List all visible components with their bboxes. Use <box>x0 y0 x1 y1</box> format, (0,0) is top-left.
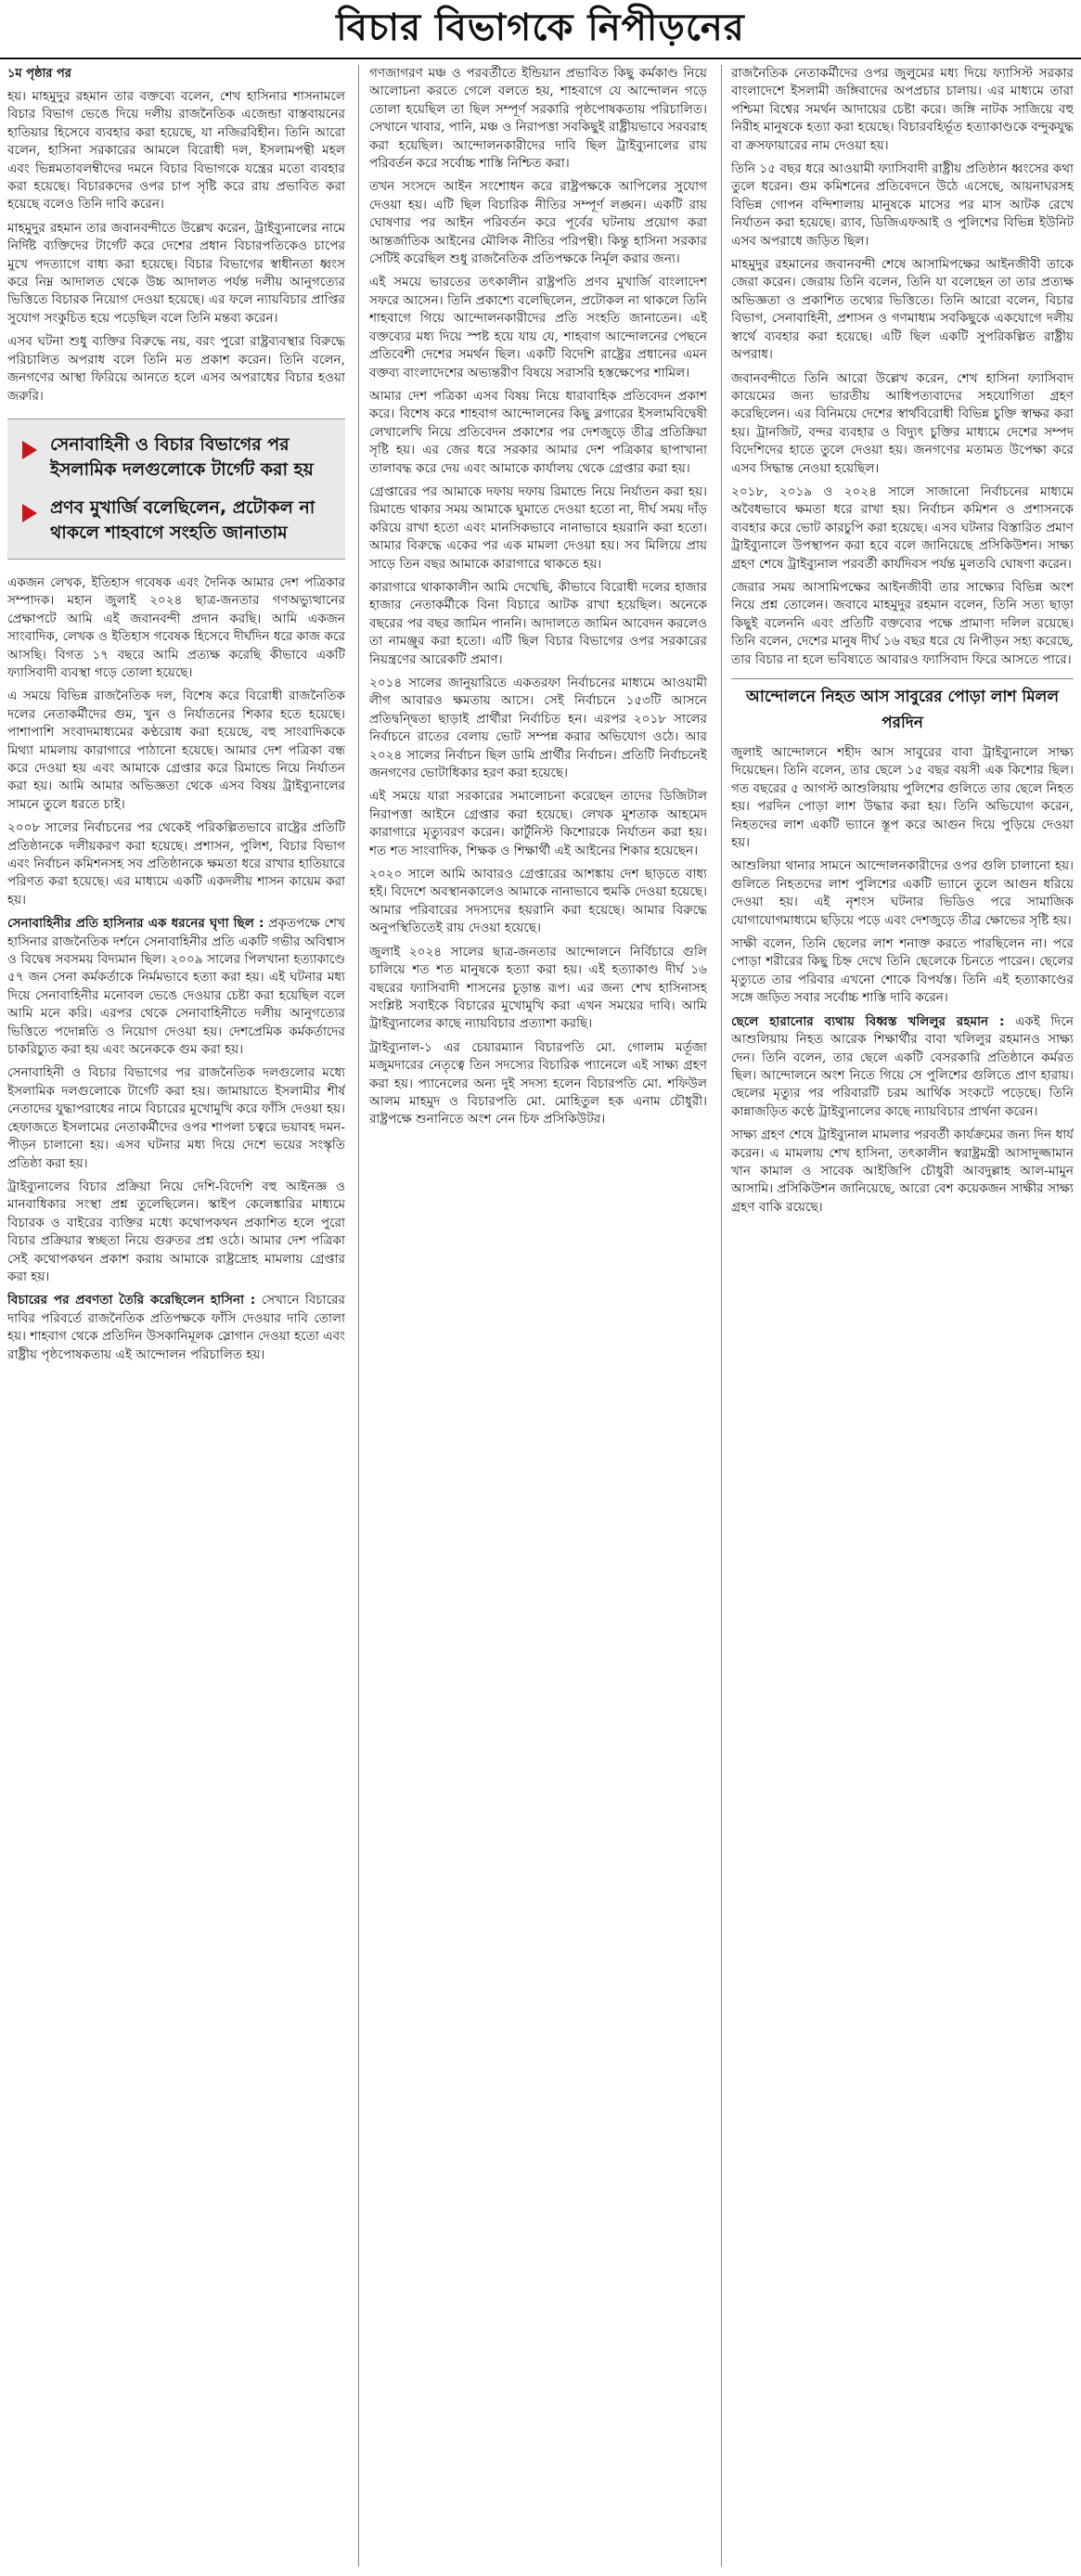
article-paragraph: সেনাবাহিনী ও বিচার বিভাগের পর রাজনৈতিক দলগুলোর মধ্যে ইসলামিক দলগুলোকে টার্গেট করা হয়। জামায়াতে ইসলামীর শীর্ষ নেতাদের যুদ্ধাপরাধের নামে বিচারের মুখোমুখি করে ফাঁসি দেওয়া হয়। হেফাজতে ইসলামের নেতাকর্মীদের ওপর শাপলা চত্বরে ভয়াবহ দমন-পীড়ন চালানো হয়। এসব ঘটনার মধ্য দিয়ে দেশে ভয়ের সংস্কৃতি প্রতিষ্ঠা করা হয়। <box>7 1065 345 1171</box>
article-paragraph: কারাগারে থাকাকালীন আমি দেখেছি, কীভাবে বিরোধী দলের হাজার হাজার নেতাকর্মীকে বিনা বিচারে আটক রাখা হয়েছিল। অনেকে বছরের পর বছর জামিন পাননি। আদালতে জামিন আবেদন করলেও তা নামঞ্জুর করা হতো। এটি ছিল বিচার বিভাগের ওপর সরকারের নিয়ন্ত্রণের আরেকটি প্রমাণ। <box>369 579 707 667</box>
pull-quote-text: প্রণব মুখার্জি বলেছিলেন, প্রটোকল না থাকলে শাহবাগে সংহতি জানাতাম <box>50 496 315 543</box>
column-1 <box>7 65 345 2567</box>
article-paragraph <box>7 1292 345 1364</box>
article-paragraph: জেরার সময় আসামিপক্ষের আইনজীবী তার সাক্ষ্যের বিভিন্ন অংশ নিয়ে প্রশ্ন তোলেন। জবাবে মাহমুদুর রহমান বলেন, তিনি সত্য ছাড়া কিছুই বলেননি এবং প্রতিটি বক্তব্যের পক্ষে প্রামাণ্য দলিল রয়েছে। তিনি বলেন, দেশের মানুষ দীর্ঘ ১৬ বছর ধরে যে নিপীড়ন সহ্য করেছে, তার বিচার না হলে ভবিষ্যতে আবারও ফ্যাসিবাদ ফিরে আসতে পারে। <box>731 579 1074 667</box>
article-paragraph: সাক্ষ্য গ্রহণ শেষে ট্রাইব্যুনাল মামলার পরবর্তী কার্যক্রমের জন্য দিন ধার্য করেন। এ মামলায় শেখ হাসিনা, তৎকালীন স্বরাষ্ট্রমন্ত্রী আসাদুজ্জামান খান কামাল ও সাবেক আইজিপি চৌধুরী আবদুল্লাহ আল-মামুন আসামি। প্রসিকিউশন জানিয়েছে, আরো বেশ কয়েকজন সাক্ষীর সাক্ষ্য গ্রহণ বাকি রয়েছে। <box>731 1127 1074 1215</box>
article-paragraph: তখন সংসদে আইন সংশোধন করে রাষ্ট্রপক্ষকে আপিলের সুযোগ দেওয়া হয়। এটি ছিল বিচারিক নীতির সম্পূর্ণ লঙ্ঘন। একটি রায় ঘোষণার পর আইন পরিবর্তন করে পূর্বের ঘটনায় প্রয়োগ করা আন্তর্জাতিক আইনের মৌলিক নীতির পরিপন্থী। কিন্তু হাসিনা সরকার সেটিই করেছিল শুধু রাজনৈতিক প্রতিপক্ষকে নির্মূল করার জন্য। <box>369 179 707 267</box>
article-paragraph <box>731 1013 1074 1121</box>
column-divider <box>358 65 359 2567</box>
secondary-headline: আন্দোলনে নিহত আস সাবুরের পোড়া লাশ মিলল পরদিন <box>731 678 1074 737</box>
article-paragraph: রাজনৈতিক নেতাকর্মীদের ওপর জুলুমের মধ্য দিয়ে ফ্যাসিস্ট সরকার বাংলাদেশে ইসলামী জঙ্গিবাদের অপপ্রচার চালায়। এর মাধ্যমে তারা পশ্চিমা বিশ্বের সমর্থন আদায়ের চেষ্টা করে। জঙ্গি নাটক সাজিয়ে বহু নিরীহ মানুষকে হত্যা করা হয়েছে। বিচারবহির্ভূত হত্যাকাণ্ডকে বন্দুকযুদ্ধ বা ক্রসফায়ারের নাম দেওয়া হয়। <box>731 66 1074 153</box>
run-in-subhead: বিচারের পর প্রবণতা তৈরি করেছিলেন হাসিনা : <box>7 1293 256 1308</box>
article-paragraph: জুলাই আন্দোলনে শহীদ আস সাবুরের বাবা ট্রাইব্যুনালে সাক্ষ্য দিয়েছেন। তিনি বলেন, তার ছেলে ১৫ বছর বয়সী এক কিশোর ছিল। গত বছরের ৫ আগস্ট আশুলিয়ায় পুলিশের গুলিতে তার ছেলে নিহত হয়। পরদিন পোড়া লাশ উদ্ধার করা হয়। তিনি অভিযোগ করেন, নিহতদের লাশ একটি ভ্যানে স্তূপ করে আগুন দিয়ে পুড়িয়ে দেওয়া হয়। <box>731 745 1074 851</box>
article-paragraph: গণজাগরণ মঞ্চ ও পরবর্তীতে ইন্ডিয়ান প্রভাবিত কিছু কর্মকাণ্ড নিয়ে আলোচনা করতে গেলে বলতে হয়, শাহবাগে যে আন্দোলন গড়ে তোলা হয়েছিল তা ছিল সম্পূর্ণ সরকারি পৃষ্ঠপোষকতায় পরিচালিত। সেখানে খাবার, পানি, মঞ্চ ও নিরাপত্তা সবকিছুই রাষ্ট্রীয়ভাবে সরবরাহ করা হয়েছিল। আন্দোলনকারীদের দাবি ছিল ট্রাইব্যুনালের রায় পরিবর্তন করে সর্বোচ্চ শাস্তি নিশ্চিত করা। <box>369 66 707 172</box>
article-paragraph: এ সময়ে বিভিন্ন রাজনৈতিক দল, বিশেষ করে বিরোধী রাজনৈতিক দলের নেতাকর্মীদের গুম, খুন ও নির্যাতনের শিকার হতে হয়েছে। পাশাপাশি সংবাদমাধ্যমের কণ্ঠরোধ করা হয়েছে, বহু সাংবাদিককে মিথ্যা মামলায় কারাগারে পাঠানো হয়েছে। আমার দেশ পত্রিকা বন্ধ করে দেওয়া হয় এবং আমাকে গ্রেপ্তার করে রিমান্ডে নিয়ে নির্যাতন করা হয়। আমি আমার অভিজ্ঞতা থেকে এসব বিষয় ট্রাইব্যুনালের সামনে তুলে ধরতে চাই। <box>7 689 345 812</box>
article-paragraph: এসব ঘটনা শুধু ব্যক্তির বিরুদ্ধে নয়, বরং পুরো রাষ্ট্রব্যবস্থার বিরুদ্ধে পরিচালিত অপরাধ বলে তিনি মত প্রকাশ করেন। তিনি বলেন, জনগণের আস্থা ফিরিয়ে আনতে হলে এসব অপরাধের বিচার হওয়া জরুরি। <box>7 334 345 404</box>
article-paragraph: ট্রাইব্যুনাল-১ এর চেয়ারম্যান বিচারপতি মো. গোলাম মর্তূজা মজুমদারের নেতৃত্বে তিন সদস্যের বিচারিক প্যানেলে এই সাক্ষ্য গ্রহণ করা হয়। প্যানেলের অন্য দুই সদস্য হলেন বিচারপতি মো. শফিউল আলম মাহমুদ ও বিচারপতি মো. মোহিতুল হক এনাম চৌধুরী। রাষ্ট্রপক্ষে শুনানিতে অংশ নেন চিফ প্রসিকিউটর। <box>369 1039 707 1127</box>
article-paragraph: জুলাই ২০২৪ সালের ছাত্র-জনতার আন্দোলনে নির্বিচারে গুলি চালিয়ে শত শত মানুষকে হত্যা করা হয়। এই হত্যাকাণ্ড দীর্ঘ ১৬ বছরের ফ্যাসিবাদী শাসনের চূড়ান্ত রূপ। এর জন্য শেখ হাসিনাসহ সংশ্লিষ্ট সবাইকে বিচারের মুখোমুখি করা এখন সময়ের দাবি। আমি ট্রাইব্যুনালের কাছে ন্যায়বিচার প্রত্যাশা করছি। <box>369 944 707 1032</box>
run-in-subhead: ছেলে হারানোর ব্যথায় বিধ্বস্ত খলিলুর রহমান : <box>731 1013 1005 1029</box>
continued-from-label: ১ম পৃষ্ঠার পর <box>7 67 71 81</box>
article-paragraph: গ্রেপ্তারের পর আমাকে দফায় দফায় রিমান্ডে নিয়ে নির্যাতন করা হয়। রিমান্ডে থাকার সময় আমাকে ঘুমাতে দেওয়া হতো না, দীর্ঘ সময় দাঁড় করিয়ে রাখা হতো এবং মানসিকভাবে নানাভাবে হয়রানি করা হতো। আমার বিরুদ্ধে একের পর এক মামলা দেওয়া হয়। সব মিলিয়ে প্রায় সাড়ে তিন বছর আমাকে কারাগারে থাকতে হয়। <box>369 483 707 572</box>
page-headline: বিচার বিভাগকে নিপীড়নের <box>336 6 745 49</box>
column-divider <box>721 65 722 2567</box>
article-paragraph: ২০০৮ সালের নির্বাচনের পর থেকেই পরিকল্পিতভাবে রাষ্ট্রের প্রতিটি প্রতিষ্ঠানকে দলীয়করণ করা হয়েছে। প্রশাসন, পুলিশ, বিচার বিভাগ এবং নির্বাচন কমিশনসহ সব প্রতিষ্ঠানকে ক্ষমতা ধরে রাখার হাতিয়ারে পরিণত করা হয়েছে। এর মাধ্যমে একটি একদলীয় শাসন কায়েম করা হয়। <box>7 820 345 908</box>
pull-quote-text: সেনাবাহিনী ও বিচার বিভাগের পর ইসলামিক দলগুলোকে টার্গেট করা হয় <box>50 433 314 480</box>
paragraph-body: একই দিনে আশুলিয়ায় নিহত আরেক শিক্ষার্থীর বাবা খলিলুর রহমানও সাক্ষ্য দেন। তিনি বলেন, তার ছেলে একটি বেসরকারি প্রতিষ্ঠানে কর্মরত ছিল। আন্দোলনে অংশ নিতে গিয়ে সে পুলিশের গুলিতে প্রাণ হারায়। ছেলের মৃত্যুর পর পরিবারটি চরম আর্থিক সংকটে পড়েছে। তিনি কান্নাজড়িত কণ্ঠে ট্রাইব্যুনালের কাছে ন্যায়বিচার প্রার্থনা করেন। <box>731 1013 1074 1119</box>
paragraph-body: প্রকৃতপক্ষে শেখ হাসিনার রাজনৈতিক দর্শনে সেনাবাহিনীর প্রতি একটি গভীর অবিশ্বাস ও বিদ্বেষ সবসময় বিদ্যমান ছিল। ২০০৯ সালের পিলখানা হত্যাকাণ্ডে ৫৭ জন সেনা কর্মকর্তাকে নির্মমভাবে হত্যা করা হয়। এই ঘটনার মধ্য দিয়ে সেনাবাহিনীর মনোবল ভেঙে দেওয়ার চেষ্টা করা হয়েছিল বলে আমি মনে করি। এরপর থেকে সেনাবাহিনীতে দলীয় আনুগত্যের ভিত্তিতে পদোন্নতি ও নিয়োগ দেওয়া হয়। দেশপ্রেমিক কর্মকর্তাদের চাকরিচ্যুত করা হয় এবং অনেককে গুম করা হয়। <box>7 916 345 1058</box>
article-paragraph <box>7 915 345 1059</box>
pull-quote-item <box>19 432 336 483</box>
article-paragraph: একজন লেখক, ইতিহাস গবেষক এবং দৈনিক আমার দেশ পত্রিকার সম্পাদক। মহান জুলাই ২০২৪ ছাত্র-জনতার গণঅভ্যুত্থানের প্রেক্ষাপটে আমি এই জবানবন্দী প্রদান করছি। আমি একজন সাংবাদিক, লেখক ও ইতিহাস গবেষক হিসেবে দীর্ঘদিন ধরে কাজ করে আসছি। বিগত ১৭ বছরে আমি প্রত্যক্ষ করেছি কীভাবে একটি ফ্যাসিবাদী ব্যবস্থা গড়ে তোলা হয়েছে। <box>7 574 345 680</box>
pull-quote-item <box>19 496 336 546</box>
article-paragraph: এই সময়ে ভারতের তৎকালীন রাষ্ট্রপতি প্রণব মুখার্জি বাংলাদেশ সফরে আসেন। তিনি প্রকাশ্যে বলেছিলেন, প্রটোকল না থাকলে তিনি শাহবাগে গিয়ে আন্দোলনকারীদের প্রতি সংহতি জানাতেন। এই বক্তব্যের মধ্য দিয়ে স্পষ্ট হয়ে যায় যে, শাহবাগ আন্দোলনের পেছনে প্রতিবেশী দেশের সমর্থন ছিল। একটি বিদেশি রাষ্ট্রের প্রধানের এমন বক্তব্য বাংলাদেশের অভ্যন্তরীণ বিষয়ে সরাসরি হস্তক্ষেপের শামিল। <box>369 275 707 380</box>
triangle-arrow-icon <box>22 441 37 459</box>
column-3 <box>731 65 1074 2567</box>
article-paragraph: মাহমুদুর রহমানের জবানবন্দী শেষে আসামিপক্ষের আইনজীবী তাকে জেরা করেন। জেরায় তিনি বলেন, তিনি যা বলেছেন তা তার প্রত্যক্ষ অভিজ্ঞতা ও প্রকাশিত তথ্যের ভিত্তিতে। তিনি আরো বলেন, বিচার বিভাগ, সেনাবাহিনী, প্রশাসন ও গণমাধ্যম সবকিছুকে একযোগে দলীয় স্বার্থে ব্যবহার করা হয়েছে। এটি ছিল একটি সুপরিকল্পিত রাষ্ট্রীয় অপরাধ। <box>731 257 1074 363</box>
column-2 <box>369 65 707 2567</box>
paragraph-body: সেখানে বিচারের দাবির পরিবর্তে রাজনৈতিক প্রতিপক্ষকে ফাঁসি দেওয়ার দাবি তোলা হয়। শাহবাগ থেকে প্রতিদিন উসকানিমূলক স্লোগান দেওয়া হতো এবং রাষ্ট্রীয় পৃষ্ঠপোষকতায় এই আন্দোলন পরিচালিত হয়। <box>7 1293 345 1362</box>
article-paragraph: এই সময়ে যারা সরকারের সমালোচনা করেছেন তাদের ডিজিটাল নিরাপত্তা আইনে গ্রেপ্তার করা হয়েছে। লেখক মুশতাক আহমেদ কারাগারে মৃত্যুবরণ করেন। কার্টুনিস্ট কিশোরকে নির্যাতন করা হয়। শত শত সাংবাদিক, শিক্ষক ও শিক্ষার্থী এই আইনের শিকার হয়েছেন। <box>369 789 707 858</box>
article-paragraph: জবানবন্দীতে তিনি আরো উল্লেখ করেন, শেখ হাসিনা ফ্যাসিবাদ কায়েমের জন্য ভারতীয় আধিপত্যবাদের সহযোগিতা গ্রহণ করেছিলেন। এর বিনিময়ে দেশের স্বার্থবিরোধী বিভিন্ন চুক্তি স্বাক্ষর করা হয়। ট্রানজিট, বন্দর ব্যবহার ও বিদ্যুৎ চুক্তির মাধ্যমে দেশের সম্পদ বিদেশিদের হাতে তুলে দেওয়া হয়। জনগণের মতামত উপেক্ষা করে এসব সিদ্ধান্ত নেওয়া হয়েছিল। <box>731 370 1074 476</box>
article-paragraph: ২০২০ সালে আমি আবারও গ্রেপ্তারের আশঙ্কায় দেশ ছাড়তে বাধ্য হই। বিদেশে অবস্থানকালেও আমাকে নানাভাবে হুমকি দেওয়া হয়েছে। আমার পরিবারের সদস্যদের হয়রানি করা হয়েছে। আমার বিরুদ্ধে অনুপস্থিতিতেই রায় দেওয়া হয়েছে। <box>369 867 707 936</box>
article-paragraph: ২০১৪ সালের জানুয়ারিতে একতরফা নির্বাচনের মাধ্যমে আওয়ামী লীগ আবারও ক্ষমতায় আসে। সেই নির্বাচনে ১৫৩টি আসনে প্রতিদ্বন্দ্বিতা ছাড়াই প্রার্থীরা নির্বাচিত হন। এরপর ২০১৮ সালের নির্বাচনে রাতের বেলায় ভোট সম্পন্ন করার অভিযোগ ওঠে। আর ২০২৪ সালের নির্বাচন ছিল ডামি প্রার্থীর নির্বাচন। প্রতিটি নির্বাচনেই জনগণের ভোটাধিকার হরণ করা হয়েছে। <box>369 676 707 781</box>
article-paragraph: তিনি ১৫ বছর ধরে আওয়ামী ফ্যাসিবাদী রাষ্ট্রীয় প্রতিষ্ঠান ধ্বংসের কথা তুলে ধরেন। গুম কমিশনের প্রতিবেদনে উঠে এসেছে, আয়নাঘরসহ বিভিন্ন গোপন বন্দিশালায় মানুষকে মাসের পর মাস আটক রেখে নির্যাতন করা হয়েছে। র‍্যাব, ডিজিএফআই ও পুলিশের বিভিন্ন ইউনিট এসব অপরাধে জড়িত ছিল। <box>731 161 1074 249</box>
headline-bar <box>0 0 1081 59</box>
pull-quote-box <box>7 419 345 560</box>
article-paragraph: ট্রাইব্যুনালের বিচার প্রক্রিয়া নিয়ে দেশি-বিদেশি বহু আইনজ্ঞ ও মানবাধিকার সংস্থা প্রশ্ন তুলেছিলেন। স্কাইপ কেলেঙ্কারির মাধ্যমে বিচারক ও বাইরের ব্যক্তির মধ্যে কথোপকথন প্রকাশিত হলে পুরো বিচার প্রক্রিয়ার স্বচ্ছতা নিয়ে গুরুতর প্রশ্ন ওঠে। আমার দেশ পত্রিকা সেই কথোপকথন প্রকাশ করায় আমাকে রাষ্ট্রদ্রোহ মামলায় গ্রেপ্তার করা হয়। <box>7 1179 345 1284</box>
triangle-arrow-icon <box>22 504 37 522</box>
article-paragraph: ২০১৮, ২০১৯ ও ২০২৪ সালে সাজানো নির্বাচনের মাধ্যমে অবৈধভাবে ক্ষমতা ধরে রাখা হয়। নির্বাচন কমিশন ও প্রশাসনকে ব্যবহার করে ভোট কারচুপি করা হয়েছে। এসব ঘটনার বিস্তারিত প্রমাণ ট্রাইব্যুনালে উপস্থাপন করা হবে বলে জানিয়েছে প্রসিকিউশন। সাক্ষ্য গ্রহণ শেষে ট্রাইব্যুনাল পরবর্তী কার্যদিবস পর্যন্ত মুলতবি ঘোষণা করেন। <box>731 483 1074 572</box>
article-paragraph: হয়। মাহমুদুর রহমান তার বক্তব্যে বলেন, শেখ হাসিনার শাসনামলে বিচার বিভাগ ভেঙে দিয়ে দলীয় রাজনৈতিক এজেন্ডা বাস্তবায়নের হাতিয়ার হিসেবে ব্যবহার করা হয়েছে, যা নজিরবিহীন। তিনি আরো বলেন, হাসিনা সরকারের আমলে বিরোধী দল, ইসলামপন্থী মহল এবং ভিন্নমতাবলম্বীদের দমনে বিচার বিভাগকে যন্ত্রের মতো ব্যবহার করা হয়েছে। বিচারকদের ওপর চাপ সৃষ্টি করে রায় প্রভাবিত করা হয়েছে বলেও তিনি দাবি করেন। <box>7 89 345 213</box>
article-paragraph: সাক্ষী বলেন, তিনি ছেলের লাশ শনাক্ত করতে পারছিলেন না। পরে পোড়া শরীরের কিছু চিহ্ন দেখে তিনি ছেলেকে চিনতে পারেন। ছেলের মৃত্যুতে তার পরিবার এখনো শোকে বিপর্যস্ত। তিনি এই হত্যাকাণ্ডের সঙ্গে জড়িত সবার সর্বোচ্চ শাস্তি দাবি করেন। <box>731 936 1074 1006</box>
run-in-subhead: সেনাবাহিনীর প্রতি হাসিনার এক ধরনের ঘৃণা ছিল : <box>7 916 264 932</box>
article-paragraph: আমার দেশ পত্রিকা এসব বিষয় নিয়ে ধারাবাহিক প্রতিবেদন প্রকাশ করে। বিশেষ করে শাহবাগ আন্দোলনের কিছু ব্লগারের ইসলামবিদ্বেষী লেখালেখি নিয়ে প্রতিবেদন প্রকাশের পর দেশজুড়ে তীব্র প্রতিক্রিয়া সৃষ্টি হয়। এর জের ধরে সরকার আমার দেশ পত্রিকার ছাপাখানা তালাবদ্ধ করে দেয় এবং আমাকে কার্যালয় থেকে গ্রেপ্তার করা হয়। <box>369 388 707 476</box>
article-paragraph: মাহমুদুর রহমান তার জবানবন্দীতে উল্লেখ করেন, ট্রাইব্যুনালের নামে নির্দিষ্ট ব্যক্তিদের টার্গেট করে দেশের প্রধান বিচারপতিকেও চাপের মুখে পদত্যাগে বাধ্য করা হয়েছে। বিচার বিভাগের স্বাধীনতা ধ্বংস করে নিম্ন আদালত থেকে উচ্চ আদালত পর্যন্ত দলীয় আনুগত্যের ভিত্তিতে বিচারক নিয়োগ দেওয়া হয়েছে। এর ফলে ন্যায়বিচার প্রাপ্তির সুযোগ সংকুচিত হয়ে পড়েছিল বলে তিনি মন্তব্য করেন। <box>7 220 345 326</box>
article-paragraph: আশুলিয়া থানার সামনে আন্দোলনকারীদের ওপর গুলি চালানো হয়। গুলিতে নিহতদের লাশ পুলিশের একটি ভ্যানে তুলে আগুন ধরিয়ে দেওয়া হয়। এই নৃশংস ঘটনার ভিডিও পরে সামাজিক যোগাযোগমাধ্যমে ছড়িয়ে পড়ে এবং দেশজুড়ে তীব্র ক্ষোভের সৃষ্টি হয়। <box>731 858 1074 928</box>
